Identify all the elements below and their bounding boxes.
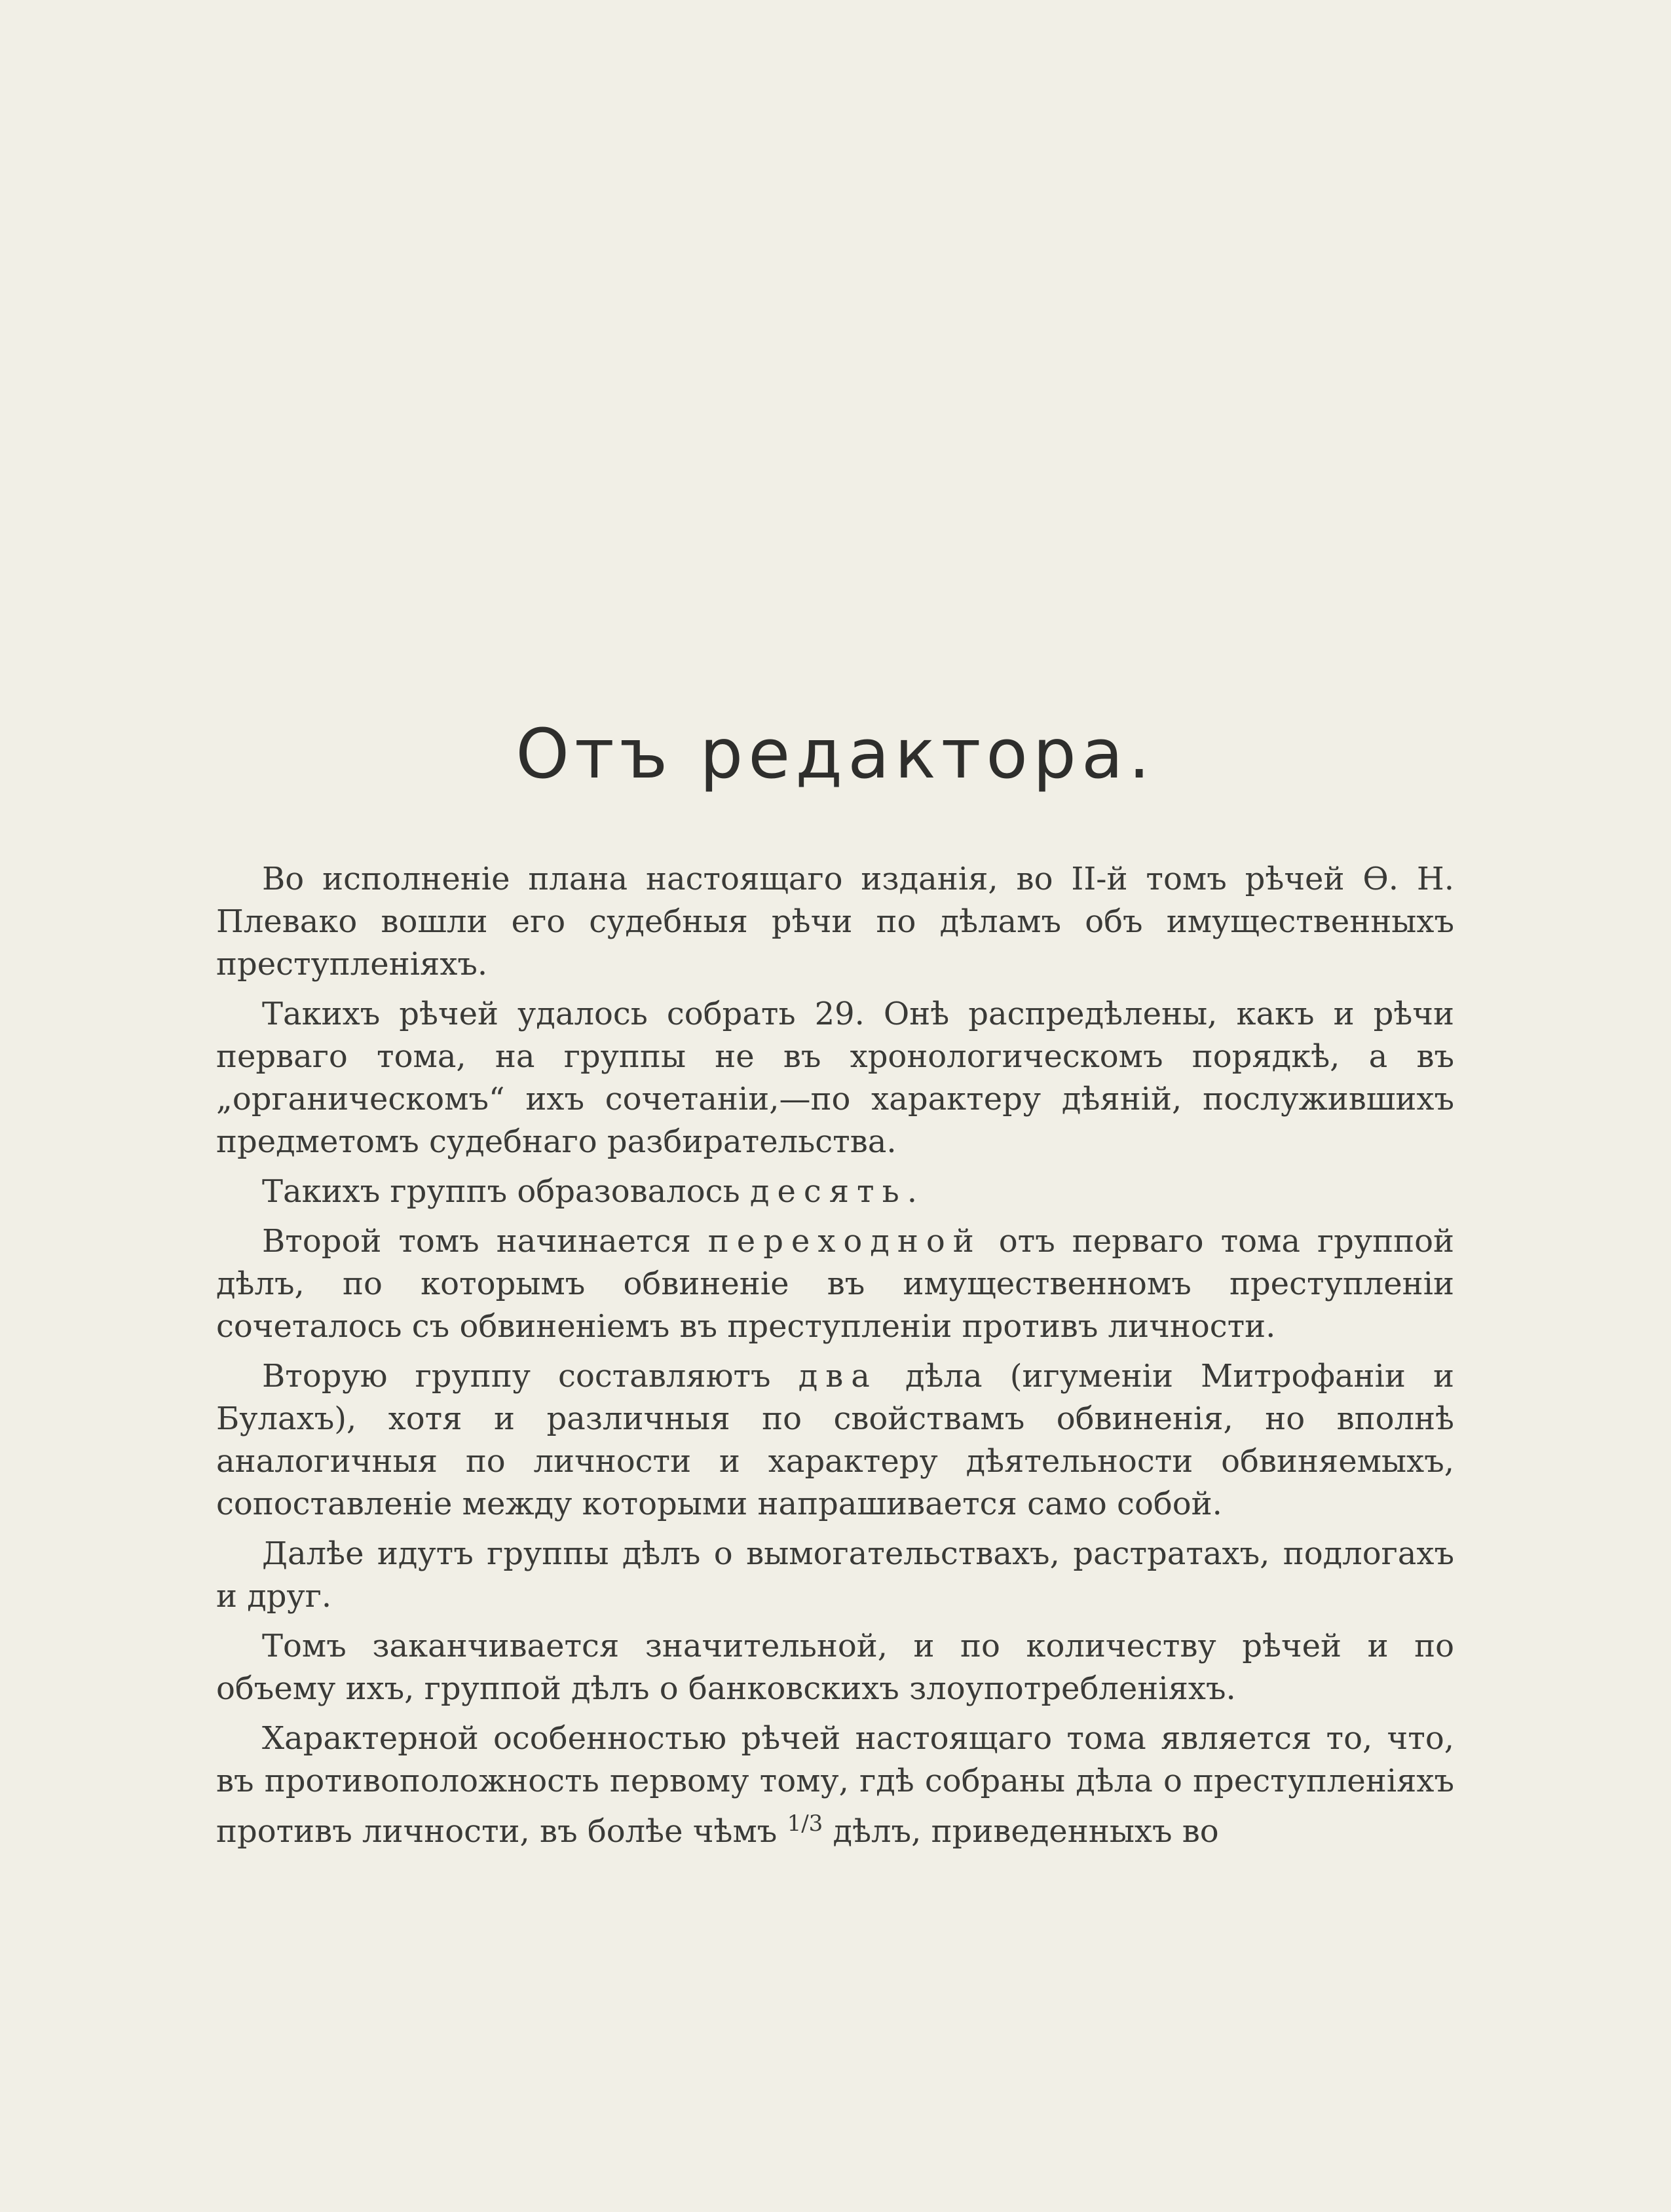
spaced-word-perekhodnoy: переходной [707, 1223, 982, 1260]
paragraph-4-start: Второй томъ начинается [262, 1223, 708, 1260]
paragraph-6: Далѣе идутъ группы дѣлъ о вымогательствахъ, растратахъ, подлогахъ и друг. [216, 1535, 1454, 1615]
fraction-one-third: 1/3 [787, 1810, 823, 1837]
paragraph-4 [216, 1220, 1454, 1348]
paragraph-3-end: . [907, 1173, 917, 1210]
paragraph-8 [216, 1717, 1454, 1853]
body-text [216, 858, 1454, 1860]
spaced-word-desyat: десять [749, 1173, 907, 1210]
paragraph-4-end: отъ перваго тома группой дѣлъ, по которымъ обвиненіе въ имущественномъ преступленіи сочеталось съ обвиненіемъ въ преступленіи противъ личности. [216, 1223, 1455, 1345]
paragraph-3 [216, 1171, 1454, 1213]
page-title: Отъ редактора. [516, 714, 1155, 794]
paragraph-8-end: дѣлъ, приведенныхъ во [823, 1813, 1219, 1850]
paragraph-1: Во исполненіе плана настоящаго изданія, во II-й томъ рѣчей Ѳ. Н. Плевако вошли его судебныя рѣчи по дѣламъ объ имущественныхъ преступленіяхъ. [216, 861, 1454, 983]
paragraph-5-start: Вторую группу составляютъ [262, 1358, 798, 1395]
paragraph-5-end: дѣла (игуменіи Митрофаніи и Булахъ), хотя и различныя по свойствамъ обвиненія, но вполнѣ аналогичныя по личности и характеру дѣятельности обвиняемыхъ, сопоставленіе между которыми напрашивается само собой. [216, 1358, 1454, 1522]
paragraph-3-start: Такихъ группъ образовалось [262, 1173, 750, 1210]
paragraph-8-start: Характерной особенностью рѣчей настоящаго тома является то, что, въ противоположность первому тому, гдѣ собраны дѣла о преступленіяхъ противъ личности, въ болѣе чѣмъ [216, 1720, 1454, 1850]
paragraph-7: Томъ заканчивается значительной, и по количеству рѣчей и по объему ихъ, группой дѣлъ о банковскихъ злоупотребленіяхъ. [216, 1628, 1454, 1707]
paragraph-2: Такихъ рѣчей удалось собрать 29. Онѣ распредѣлены, какъ и рѣчи перваго тома, на группы не въ хронологическомъ порядкѣ, а въ „органическомъ“ ихъ сочетаніи,—по характеру дѣяній, послужившихъ предметомъ судебнаго разбирательства. [216, 996, 1454, 1160]
paragraph-5 [216, 1355, 1454, 1526]
spaced-word-dva: два [798, 1358, 878, 1395]
